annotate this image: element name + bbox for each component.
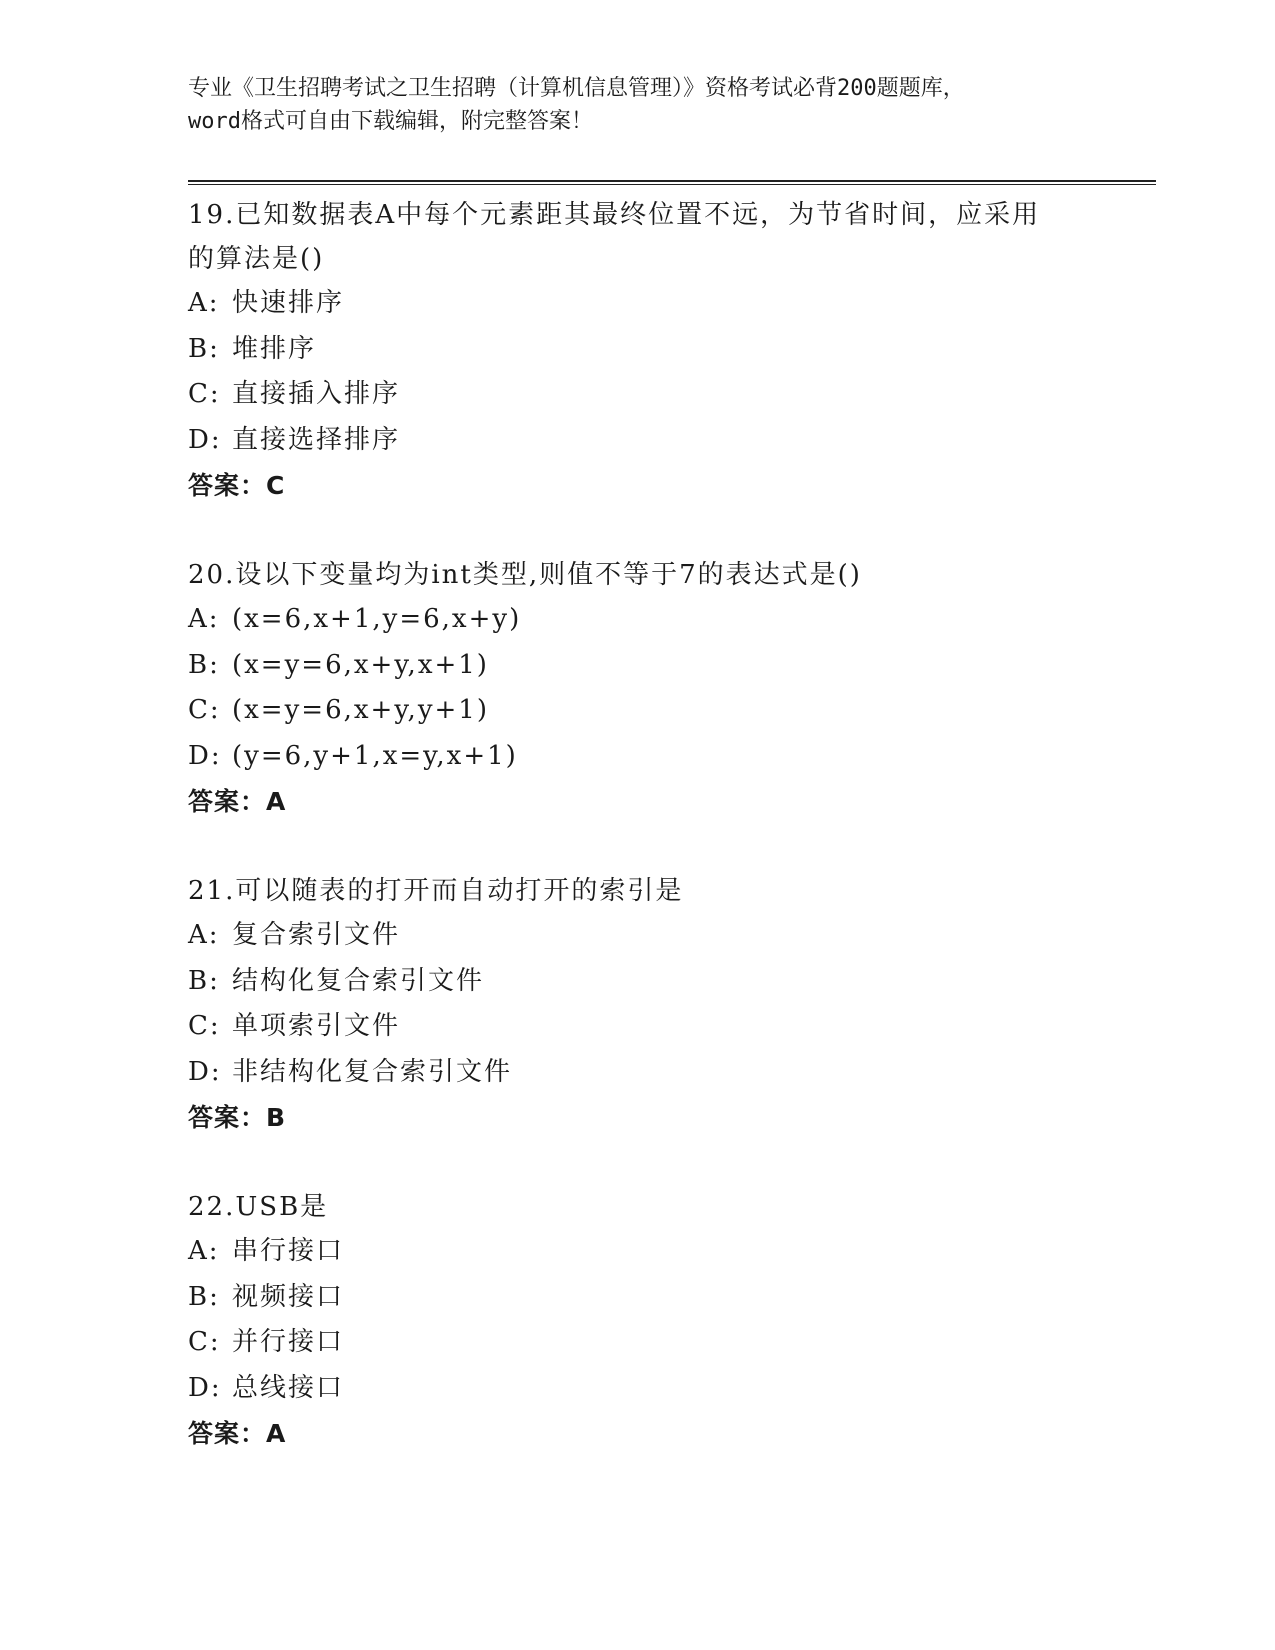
question-stem: 21.可以随表的打开而自动打开的索引是 xyxy=(188,876,684,906)
option-letter: D: xyxy=(188,1056,222,1087)
option-text: 串行接口 xyxy=(232,1236,345,1266)
option-text: 堆排序 xyxy=(232,333,317,364)
question-list xyxy=(188,193,1148,1457)
option-text: (x=y=6,x+y,x+1) xyxy=(232,649,489,680)
option-letter: B: xyxy=(188,965,220,996)
question-stem: 22.USB是 xyxy=(188,1192,329,1222)
option-text: (x=y=6,x+y,y+1) xyxy=(232,695,489,725)
option-letter: D: xyxy=(188,424,222,455)
question-spacer xyxy=(188,825,1148,869)
option-d xyxy=(188,418,1148,464)
header-title-line-1: 专业《卫生招聘考试之卫生招聘（计算机信息管理）》资格考试必背200题题库， xyxy=(188,76,965,101)
option-text: 单项索引文件 xyxy=(232,1011,401,1041)
option-c xyxy=(188,688,1148,734)
option-letter: A: xyxy=(188,288,220,318)
option-letter: C: xyxy=(188,695,221,725)
option-c xyxy=(188,1320,1148,1366)
question-20 xyxy=(188,553,1148,825)
option-a xyxy=(188,281,1148,327)
option-a xyxy=(188,1229,1148,1275)
option-d xyxy=(188,734,1148,780)
header-title-line-2: word格式可自由下载编辑，附完整答案！ xyxy=(188,109,593,134)
option-letter: A: xyxy=(188,604,220,634)
option-letter: B: xyxy=(188,1281,220,1312)
option-letter: B: xyxy=(188,649,220,680)
question-stem: 19.已知数据表A中每个元素距其最终位置不远，为节省时间，应采用的算法是() xyxy=(188,200,1041,274)
option-a xyxy=(188,913,1148,959)
option-letter: D: xyxy=(188,1372,222,1403)
option-d xyxy=(188,1366,1148,1412)
option-b xyxy=(188,959,1148,1005)
option-a xyxy=(188,597,1148,643)
option-letter: C: xyxy=(188,1327,221,1357)
answer-line: 答案：B xyxy=(188,1103,287,1132)
option-letter: B: xyxy=(188,333,220,364)
option-letter: D: xyxy=(188,740,222,771)
option-text: 直接插入排序 xyxy=(232,379,401,409)
option-letter: C: xyxy=(188,1011,221,1041)
option-text: 总线接口 xyxy=(232,1372,345,1403)
header-divider xyxy=(188,180,1156,185)
document-header xyxy=(188,72,1088,138)
option-text: 视频接口 xyxy=(232,1281,345,1312)
question-spacer xyxy=(188,1141,1148,1185)
option-d xyxy=(188,1050,1148,1096)
option-text: 快速排序 xyxy=(232,288,345,318)
question-22 xyxy=(188,1185,1148,1457)
question-19 xyxy=(188,193,1148,509)
option-letter: A: xyxy=(188,920,220,950)
option-c xyxy=(188,1004,1148,1050)
question-stem: 20.设以下变量均为int类型,则值不等于7的表达式是() xyxy=(188,560,862,590)
option-text: (x=6,x+1,y=6,x+y) xyxy=(232,604,522,634)
option-text: 直接选择排序 xyxy=(232,424,401,455)
option-letter: C: xyxy=(188,379,221,409)
option-b xyxy=(188,1275,1148,1321)
option-text: 非结构化复合索引文件 xyxy=(232,1056,513,1087)
option-text: 结构化复合索引文件 xyxy=(232,965,485,996)
answer-line: 答案：C xyxy=(188,471,286,500)
answer-line: 答案：A xyxy=(188,1419,287,1448)
option-text: (y=6,y+1,x=y,x+1) xyxy=(232,740,518,771)
option-c xyxy=(188,372,1148,418)
option-text: 复合索引文件 xyxy=(232,920,401,950)
option-b xyxy=(188,643,1148,689)
question-spacer xyxy=(188,509,1148,553)
answer-line: 答案：A xyxy=(188,787,287,816)
option-letter: A: xyxy=(188,1236,220,1266)
option-b xyxy=(188,327,1148,373)
option-text: 并行接口 xyxy=(232,1327,345,1357)
question-21 xyxy=(188,869,1148,1141)
